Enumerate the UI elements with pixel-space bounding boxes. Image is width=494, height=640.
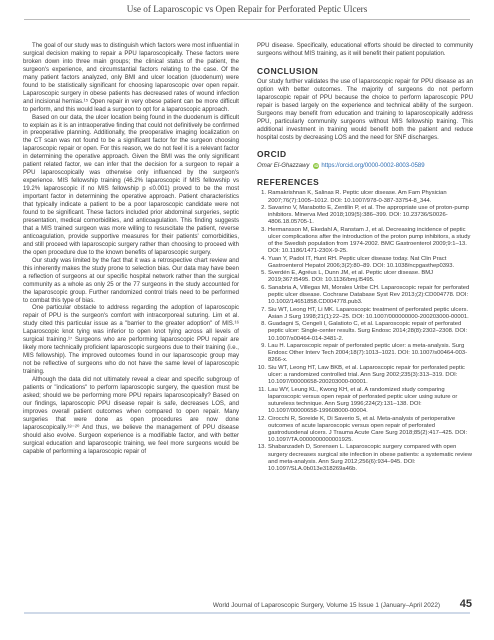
page-footer: [0, 600, 494, 614]
conclusion-text: Our study further validates the use of laparoscopic repair for PPU disease as an option with better outcomes. The majority of surgeons do not perform laparoscopic repair of PPU because the choice to perform laparoscopic PPU repair is based largely on the experience and technical ability of the surgeon. Surgeons may benefit from education and training to laparoscopically address PPU, particularly community surgeons without MIS fellowship training. This additional investment in training would benefit both the patient and reduce hospital costs by decreasing LOS and the need for SNF discharges.: [257, 78, 473, 141]
reference-item: 2. Savarino V, Marabotto E, Zentilin P, et al. The appropriate use of proton-pump inhibitors. Minerva Med 2018;109(5):386–399. DOI: 10.23736/S0026-4806.18.05705-1.: [261, 205, 469, 226]
reference-item: 4. Yuan Y, Padol IT, Hunt RH. Peptic ulcer disease today. Nat Clin Pract Gastroenterol Hepatol 2006;3(2):80–89. DOI: 10.1038/ncpgasthep0393.: [261, 255, 455, 269]
left-column: [23, 43, 239, 457]
conclusion-heading: CONCLUSION: [257, 65, 319, 76]
body-paragraph: Based on our data, the ulcer location being found in the duodenum is difficult to explain as it is an intraoperative finding that could not definitively be confirmed in preoperative planning. Additionally, the preoperative imaging localization on the CT scan was not found to be a significant factor for the surgeon choosing laparoscopic repair or open. For this reason, we do not feel it is a relevant factor in determining the operative approach. Given the BMI was the only significant patient related factor, we can infer that the decision for a surgeon to repair a PPU laparoscopically was otherwise only influenced by the surgeon's experience. MIS fellowship training (46.2% laparoscopic if MIS fellowship vs 19.2% laparoscopic if no MIS fellowship p ≤0.001) proved to be the most important factor in determining the operative approach. Patient characteristics that typically indicate a patient to be a poor laparoscopic candidate were not found to be significant. These factors included prior abdominal surgeries, septic presentation, medical comorbidities, and anticoagulation. This finding suggests that a MIS trained surgeon was more willing to resuscitate the patient, reverse anticoagulation, provide supportive measures for their patients' comorbidities, and still proceed with laparoscopic surgery rather than choosing to proceed with the open procedure due to the known benefits of laparoscopic surgery.: [23, 114, 239, 256]
reference-item: 9. Lau H. Laparoscopic repair of perforated peptic ulcer: a meta-analysis. Surg Endosc Other Interv Tech 2004;18(7):1013–1021. DOI: 10.1007/s00464-003-8266-x.: [261, 343, 468, 364]
reference-item: 5. Sverdén E, Agréus L, Dunn JM, et al. Peptic ulcer disease. BMJ 2019;367:l5495. DOI: 10.1136/bmj.l5495.: [261, 270, 434, 284]
body-paragraph: Although the data did not ultimately reveal a clear and specific subgroup of patients or "indications" to perform laparoscopic surgery, the question must be asked; should we be performing more PPU repairs laparoscopically? Based on our findings, laparoscopic PPU disease repair is safe, decreases LOS, and improves overall patient outcomes when compared to open repair. Many surgeries that were done as open procedures are now done laparoscopically.¹⁸⁻²⁰ And thus, we believe the management of PPU disease should also evolve. Surgeon experience is a modifiable factor, and with better surgical education and laparoscopic training, we feel more surgeons would be capable of performing a laparoscopic repair of: [23, 377, 239, 455]
reference-item: 1. Ramakrishnan K, Salinas R. Peptic ulcer disease. Am Fam Physician 2007;76(7):1005–1012. DOI: 10.1007/978-0-387-33754-8_344.: [261, 190, 447, 204]
header-rule: [24, 19, 470, 20]
orcid-heading: ORCID: [257, 149, 287, 160]
reference-list: [257, 190, 473, 473]
orcid-line: [257, 162, 473, 170]
running-header: Use of Laparoscopic vs Open Repair for Perforated Peptic Ulcers: [126, 4, 368, 14]
reference-item: 8. Guadagni S, Cengeli I, Galatioto C, et al. Laparoscopic repair of perforated peptic ulcer: Single-center results. Surg Endosc 2014;28(8):2302–2308. DOI: 10.1007/s00464-014-3481-2.: [261, 321, 468, 342]
body-paragraph: One particular obstacle to address regarding the adoption of laparoscopic repair of PPU is the surgeon's comfort with intracorporeal suturing. Lim et al. study cited this particular issue as a "barrier to the greater adoption" of MIS.¹⁶ Laparoscopic knot tying was inferior to open knot tying across all levels of surgical training.¹⁷ Surgeons who are performing laparoscopic PPU repair are likely more technically proficient laparoscopic surgeons due to their training (i.e., MIS fellowship). The improved outcomes found in our laparoscopic group may not be reflective of surgeons who do not have the same level of laparoscopic training.: [23, 305, 239, 376]
reference-item: 12. Cirocchi R, Soreide K, Di Saverio S, et al. Meta-analysis of perioperative outcomes of acute laparoscopic versus open repair of perforated gastroduodenal ulcers. J Trauma Acute Care Surg 2018;85(2):417–425. DOI: 10.1097/TA.0000000000001925.: [257, 415, 468, 443]
right-column: [257, 43, 473, 473]
body-paragraph-continuation: PPU disease. Specifically, educational efforts should be directed to community surgeons without MIS training, as it will benefit their patient population.: [257, 43, 473, 57]
footer-bar: [24, 612, 470, 614]
orcid-author-name: Omar El-Ghazzawy: [257, 163, 310, 170]
reference-item: 7. Siu WT, Leong HT, Li MK. Laparoscopic treatment of perforated peptic ulcers. Asian J Surg 1998;21(1):22–25. DOI: 10.1007/000000000-200203000-00001.: [261, 306, 469, 320]
references-heading: REFERENCES: [257, 177, 320, 188]
body-paragraph: The goal of our study was to distinguish which factors were most influential in surgical decision making to repair a PPU laparoscopically. These factors were broken down into three main groups; the clinical status of the patient, the surgeon's experience, and circumstantial factors relating to the case. Of the many patient factors analyzed, only BMI and ulcer location (duodenum) were found to be statistically significant for choosing laparoscopic over open repair. Laparoscopic surgery in obese patients has decreased rates of wound infection and incisional hernias.¹⁵ Open repair in very obese patient can be more difficult to perform, and this would lead a surgeon to opt for a laparoscopic approach.: [23, 43, 239, 113]
reference-item: 3. Hermansson M, Ekedahl A, Ranstam J, et al. Decreasing incidence of peptic ulcer complications after the introduction of the proton pump inhibitors, a study of the Swedish population from 1974-2002. BMC Gastroenterol 2009;9:1–13. DOI: 10.1186/1471-230X-9-25.: [261, 226, 471, 255]
footer-journal-line: World Journal of Laparoscopic Surgery, Volume 15 Issue 1 (January–April 2022): [212, 602, 440, 609]
reference-item: 6. Sanabria A, Villegas MI, Morales Uribe CH. Laparoscopic repair for perforated peptic ulcer disease. Cochrane Database Syst Rev 2013;(2):CD004778. DOI: 10.1002/14651858.CD004778.pub3.: [261, 284, 470, 306]
orcid-link[interactable]: https://orcid.org/0000-0002-8003-0589: [321, 163, 425, 170]
page-number: 45: [459, 598, 472, 610]
reference-item: 11. Lau WY, Leung KL, Kwong KH, et al. A randomized study comparing laparoscopic versus open repair of perforated peptic ulcer using suture or sutureless technique. Ann Surg 1996;224(2):131–138. DOI: 10.1097/00000658-199608000-00004.: [258, 386, 458, 415]
reference-item: 13. Shabanzadeh D, Sorensen L. Laparoscopic surgery compared with open surgery decreases surgical site infection in obese patients: a systematic review and meta-analysis. Ann Surg 2012;256(6):934–945. DOI: 10.1097/SLA.0b013e318269a46b.: [257, 444, 472, 472]
orcid-icon: iD: [314, 162, 319, 168]
body-paragraph: Our study was limited by the fact that it was a retrospective chart review and this inherently makes the study prone to selection bias. Our data may have been a reflection of surgeons at our specific hospital network rather than the surgical community as a whole as only 25 or the 77 surgeons in the study accounted for the laparoscopic group. Further randomized control trials need to be performed to combat this type of bias.: [23, 257, 239, 304]
reference-item: 10. Siu WT, Leong HT, Law BKB, et al. Laparoscopic repair for perforated peptic ulcer: a randomized controlled trial. Ann Surg 2002;235(3):313–319. DOI: 10.1097/00000658-200203000-00001.: [257, 364, 465, 386]
